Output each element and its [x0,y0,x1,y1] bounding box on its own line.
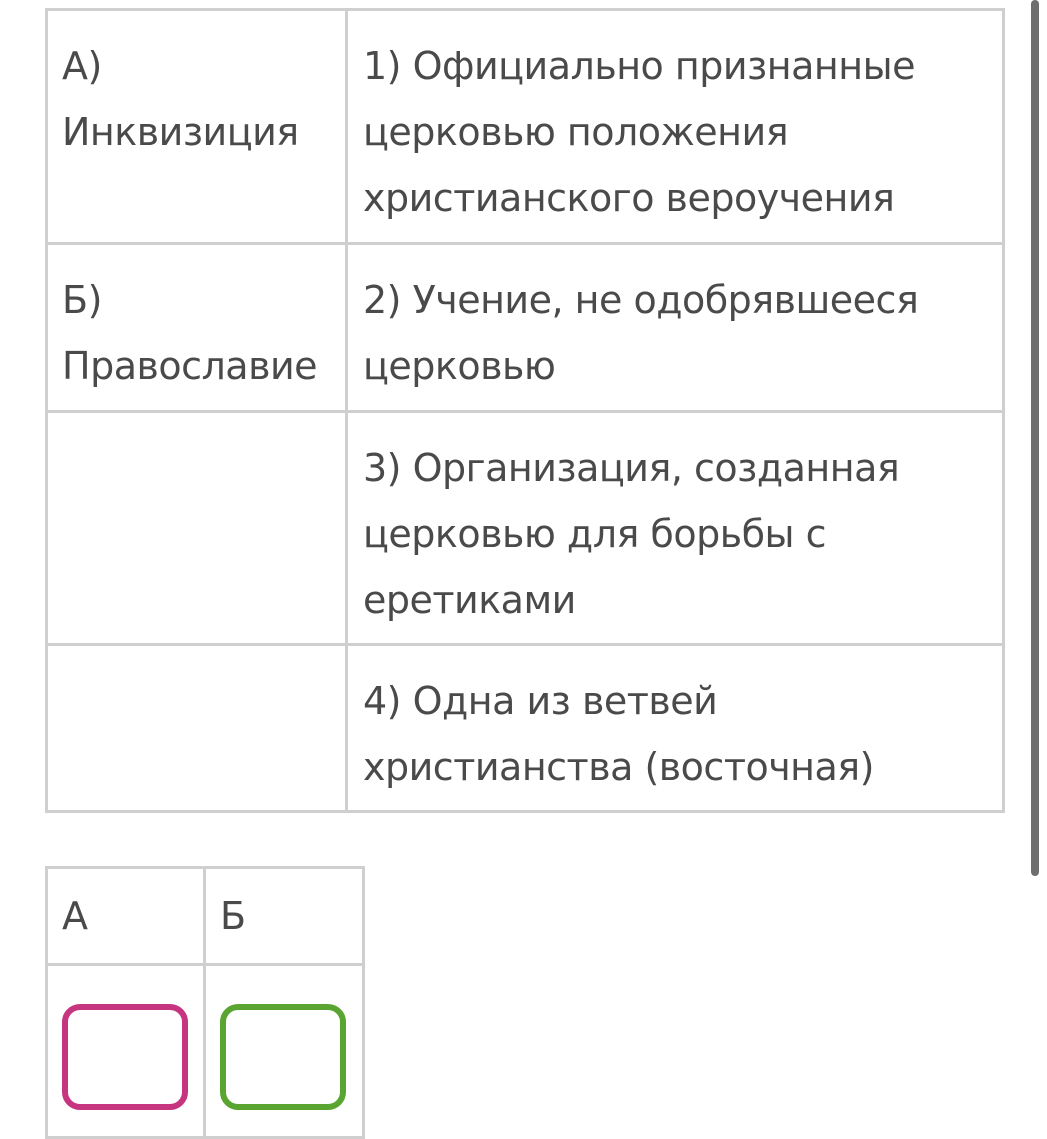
term-text: Православие [62,344,318,388]
answer-header-row [47,868,364,965]
answer-table [45,866,365,1139]
definition-line: церковью [363,344,556,388]
scrollbar-thumb[interactable] [1031,0,1039,876]
definition-cell [347,10,1004,244]
answer-input-b[interactable] [220,1004,346,1110]
definition-line: 4) Одна из ветвей [363,679,718,723]
definition-cell [347,645,1004,812]
term-letter: Б) [62,278,102,322]
definition-line: еретиками [363,578,576,622]
answer-cell-a [47,965,205,1138]
definition-line: 3) Организация, созданная [363,446,900,490]
term-cell-empty [47,412,347,645]
definition-line: 1) Официально признанные [363,44,915,88]
definition-line: церковью положения [363,110,789,154]
definition-line: христианства (восточная) [363,745,874,789]
definition-cell [347,412,1004,645]
matching-row [47,10,1004,244]
term-cell [47,244,347,412]
answer-header-a: А [47,868,205,965]
term-letter: А) [62,44,102,88]
answer-cell-b [205,965,364,1138]
definition-line: церковью для борьбы с [363,512,827,556]
matching-table [45,8,1005,813]
answer-input-row [47,965,364,1138]
definition-line: христианского вероучения [363,176,895,220]
matching-row [47,244,1004,412]
matching-row [47,645,1004,812]
answer-input-a[interactable] [62,1004,188,1110]
matching-row [47,412,1004,645]
term-cell-empty [47,645,347,812]
definition-cell [347,244,1004,412]
term-text: Инквизиция [62,110,299,154]
answer-header-b: Б [205,868,364,965]
definition-line: 2) Учение, не одобрявшееся [363,278,919,322]
term-cell [47,10,347,244]
